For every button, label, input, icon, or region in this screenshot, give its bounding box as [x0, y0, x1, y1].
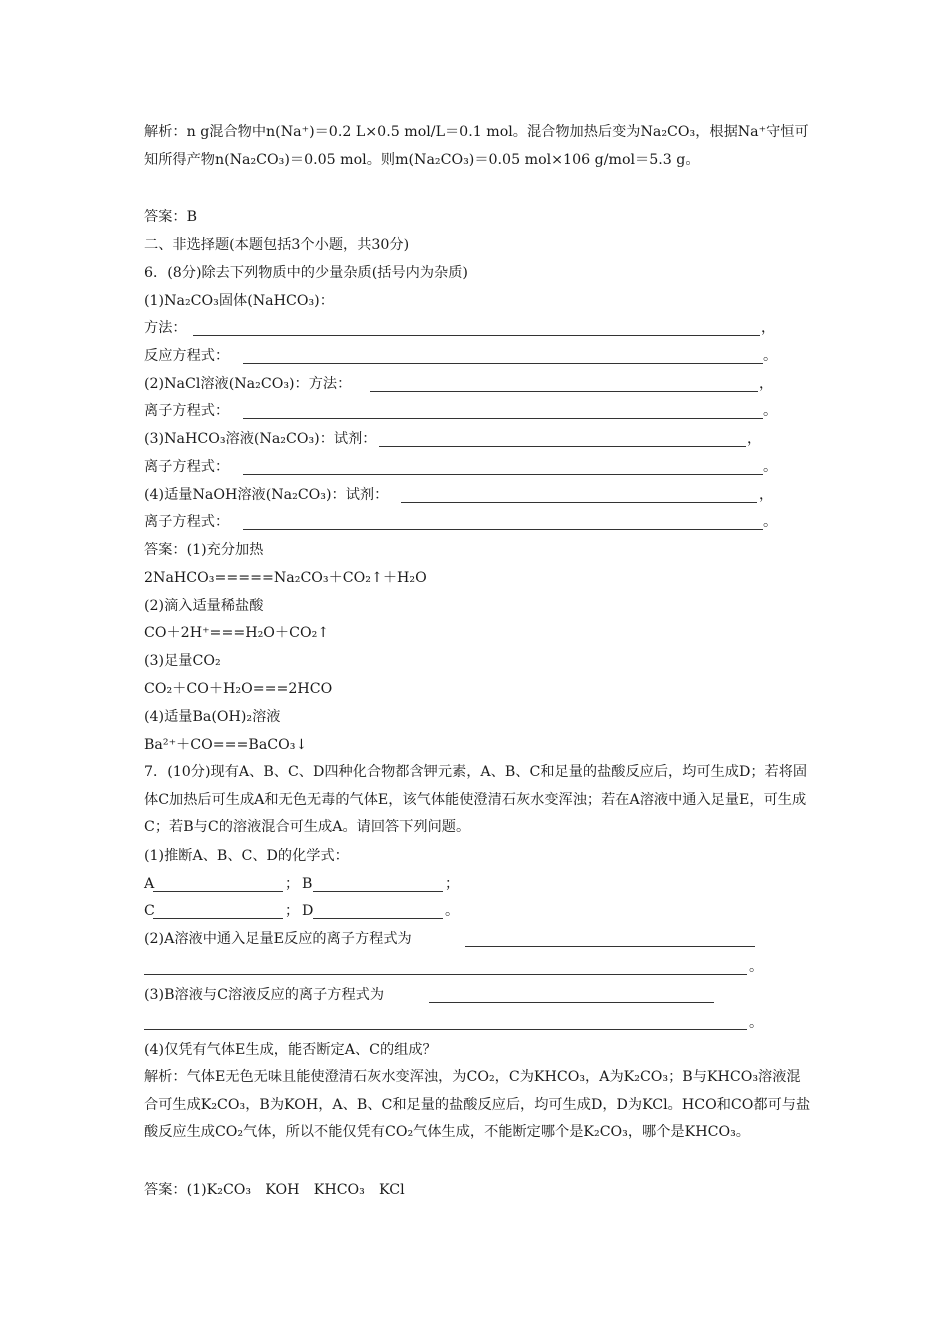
semicolon: ；	[445, 876, 460, 892]
section-heading: 二、非选择题(本题包括3个小题，共30分)	[144, 237, 410, 253]
q7-label-d: D	[302, 903, 314, 919]
q6-part4-ion-label: 离子方程式：	[144, 514, 230, 530]
q6-part2-ion-blank[interactable]	[243, 417, 763, 419]
q6-part3: (3)NaHCO₃溶液(Na₂CO₃)：试剂：	[144, 431, 377, 447]
q6-part3-ion-blank[interactable]	[243, 473, 763, 475]
q7-part3: (3)B溶液与C溶液反应的离子方程式为	[144, 987, 385, 1003]
q5-analysis: 解析：n g混合物中n(Na⁺)＝0.2 L×0.5 mol/L＝0.1 mol。混合物加热后变为Na₂CO₃，根据Na⁺守恒可知所得产物n(Na₂CO₃)＝0.05 mol。则m(Na₂CO₃)＝0.05 mol×106 g/mol＝5.3 g。	[144, 124, 809, 168]
q7-label-a: A	[144, 876, 155, 892]
period: 。	[749, 1015, 764, 1031]
comma: ，	[759, 487, 774, 503]
q7-label-c: C	[144, 903, 155, 919]
period: 。	[763, 514, 778, 530]
comma: ，	[759, 376, 774, 392]
q6-part1: (1)Na₂CO₃固体(NaHCO₃)：	[144, 293, 334, 309]
q7-analysis: 解析：气体E无色无味且能使澄清石灰水变浑浊，为CO₂，C为KHCO₃，A为K₂CO₃；B与KHCO₃溶液混合可生成K₂CO₃，B为KOH，A、B、C和足量的盐酸反应后，均可生成D，D为KCl。HCO和CO都可与盐酸反应生成CO₂气体，所以不能仅凭有CO₂气体生成，不能断定哪个是K₂CO₃，哪个是KHCO₃。	[144, 1069, 811, 1141]
q6-answer-line: CO₂＋CO＋H₂O===2HCO	[144, 681, 333, 697]
q7-part2-blank-2[interactable]	[144, 973, 747, 975]
q6-part1-eq-blank[interactable]	[243, 362, 763, 364]
q6-part3-ion-label: 离子方程式：	[144, 459, 230, 475]
q6-answer-line: 2NaHCO₃=====Na₂CO₃＋CO₂↑＋H₂O	[144, 570, 427, 586]
q6-part1-method-blank[interactable]	[193, 334, 760, 336]
q7-part4: (4)仅凭有气体E生成，能否断定A、C的组成？	[144, 1042, 437, 1058]
period: 。	[763, 459, 778, 475]
q7-b-blank[interactable]	[313, 890, 443, 892]
q7-c-blank[interactable]	[153, 917, 283, 919]
q7-stem: 7．(10分)现有A、B、C、D四种化合物都含钾元素，A、B、C和足量的盐酸反应后，均可生成D；若将固体C加热后可生成A和无色无毒的气体E，该气体能使澄清石灰水变浑浊；若在A溶液中通入足量E，可生成C；若B与C的溶液混合可生成A。请回答下列问题。	[144, 764, 808, 836]
q7-part2: (2)A溶液中通入足量E反应的离子方程式为	[144, 931, 412, 947]
q7-label-b: B	[302, 876, 313, 892]
q6-stem: 6．(8分)除去下列物质中的少量杂质(括号内为杂质)	[144, 265, 468, 281]
q7-d-blank[interactable]	[313, 917, 443, 919]
q6-part2-method-blank[interactable]	[370, 390, 758, 392]
q7-answer: 答案：(1)K₂CO₃ KOH KHCO₃ KCl	[144, 1182, 405, 1198]
period: 。	[749, 959, 764, 975]
comma: ，	[761, 320, 776, 336]
q7-part1: (1)推断A、B、C、D的化学式：	[144, 848, 349, 864]
period: 。	[763, 348, 778, 364]
q7-a-blank[interactable]	[153, 890, 283, 892]
semicolon: ；	[285, 903, 300, 919]
q6-answer-line: (2)滴入适量稀盐酸	[144, 598, 264, 614]
q6-part2-ion-label: 离子方程式：	[144, 403, 230, 419]
q6-part4-reagent-blank[interactable]	[401, 501, 757, 503]
period: 。	[763, 403, 778, 419]
q6-answer-line: CO＋2H⁺===H₂O＋CO₂↑	[144, 625, 330, 641]
period: 。	[445, 903, 460, 919]
q6-part4-ion-blank[interactable]	[243, 528, 763, 530]
q6-answer-line: (4)适量Ba(OH)₂溶液	[144, 709, 281, 725]
q6-part4: (4)适量NaOH溶液(Na₂CO₃)：试剂：	[144, 487, 389, 503]
q7-part3-blank-2[interactable]	[144, 1028, 747, 1030]
comma: ，	[747, 431, 762, 447]
q6-part1-method-label: 方法：	[144, 320, 187, 336]
q7-part3-blank-1[interactable]	[429, 1001, 714, 1003]
q6-answer-line: Ba²⁺＋CO===BaCO₃↓	[144, 737, 308, 753]
q6-part2: (2)NaCl溶液(Na₂CO₃)：方法：	[144, 376, 352, 392]
q5-answer: 答案：B	[144, 209, 197, 225]
q6-answer-line: 答案：(1)充分加热	[144, 542, 264, 558]
q6-part1-eq-label: 反应方程式：	[144, 348, 230, 364]
q7-part2-blank-1[interactable]	[465, 945, 755, 947]
q6-answer-line: (3)足量CO₂	[144, 653, 221, 669]
semicolon: ；	[285, 876, 300, 892]
q6-part3-reagent-blank[interactable]	[379, 445, 746, 447]
